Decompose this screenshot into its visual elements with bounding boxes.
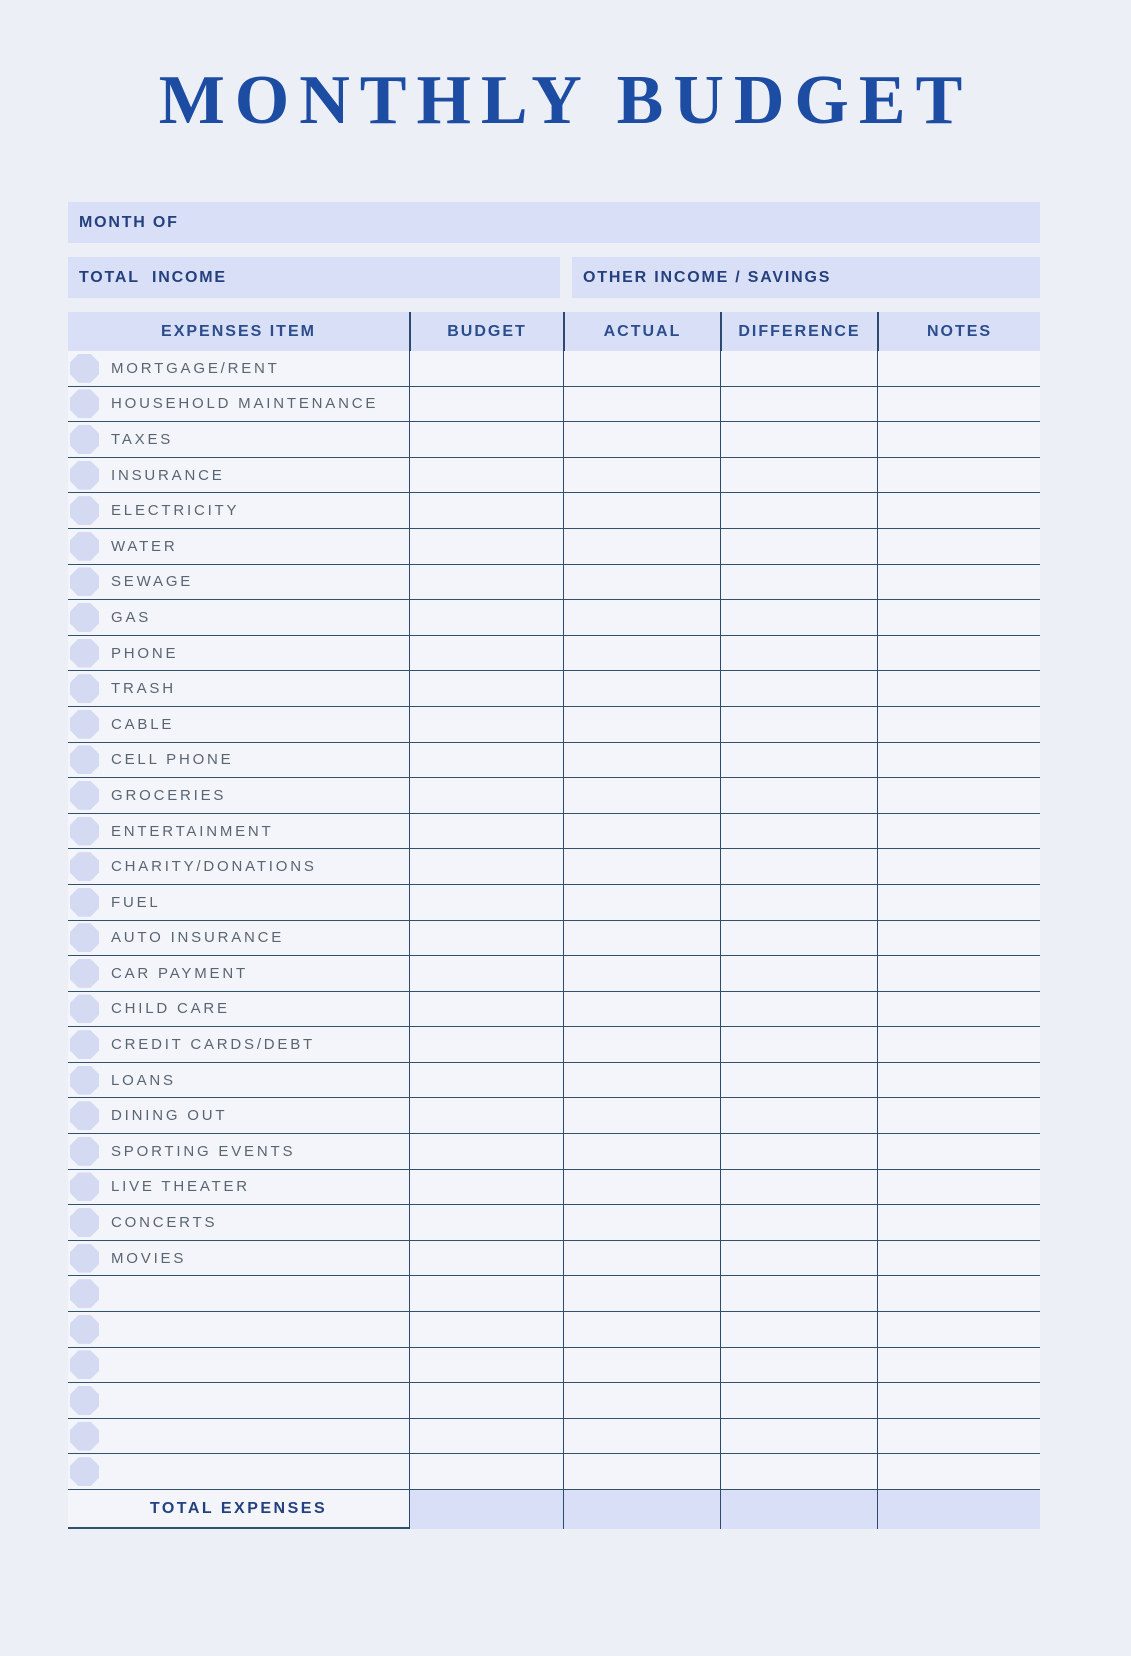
notes-cell[interactable] [877, 778, 1040, 813]
difference-cell[interactable] [720, 1027, 877, 1062]
octagon-bullet-icon [70, 389, 99, 418]
difference-cell[interactable] [720, 387, 877, 422]
table-row [68, 458, 1040, 494]
expense-item-cell [68, 707, 409, 742]
budget-cell[interactable] [409, 458, 563, 493]
notes-cell[interactable] [877, 422, 1040, 457]
difference-cell[interactable] [720, 422, 877, 457]
notes-cell[interactable] [877, 1276, 1040, 1311]
actual-cell[interactable] [563, 1098, 720, 1133]
octagon-bullet-icon [70, 888, 99, 917]
octagon-bullet-icon [70, 923, 99, 952]
budget-cell[interactable] [409, 921, 563, 956]
table-row [68, 1027, 1040, 1063]
table-row [68, 1419, 1040, 1455]
table-row [68, 565, 1040, 601]
notes-cell[interactable] [877, 1348, 1040, 1383]
budget-cell[interactable] [409, 387, 563, 422]
expense-item-label: GROCERIES [111, 786, 227, 804]
budget-cell[interactable] [409, 565, 563, 600]
octagon-bullet-icon [70, 1030, 99, 1059]
octagon-bullet-icon [70, 1066, 99, 1095]
difference-cell[interactable] [720, 600, 877, 635]
column-header-actual: ACTUAL [563, 312, 720, 351]
actual-cell[interactable] [563, 600, 720, 635]
actual-cell[interactable] [563, 422, 720, 457]
month-of-field[interactable] [68, 202, 1040, 243]
octagon-bullet-icon [70, 959, 99, 988]
difference-cell[interactable] [720, 458, 877, 493]
budget-cell[interactable] [409, 992, 563, 1027]
difference-cell[interactable] [720, 1170, 877, 1205]
actual-cell[interactable] [563, 1241, 720, 1276]
table-row [68, 529, 1040, 565]
actual-cell[interactable] [563, 707, 720, 742]
notes-cell[interactable] [877, 1063, 1040, 1098]
actual-cell[interactable] [563, 1027, 720, 1062]
actual-cell[interactable] [563, 814, 720, 849]
expense-item-label: MOVIES [111, 1249, 187, 1267]
notes-cell[interactable] [877, 885, 1040, 920]
expense-item-cell [68, 778, 409, 813]
octagon-bullet-icon [70, 1386, 99, 1415]
budget-cell[interactable] [409, 1027, 563, 1062]
column-header-expenses-item: EXPENSES ITEM [161, 322, 316, 340]
expense-item-cell [68, 600, 409, 635]
difference-cell[interactable] [720, 743, 877, 778]
expense-item-cell [68, 422, 409, 457]
expense-item-cell [68, 351, 409, 386]
table-row [68, 671, 1040, 707]
difference-cell[interactable] [720, 956, 877, 991]
notes-cell[interactable] [877, 707, 1040, 742]
expense-item-cell [68, 671, 409, 706]
octagon-bullet-icon [70, 994, 99, 1023]
expense-item-cell [68, 921, 409, 956]
actual-cell[interactable] [563, 743, 720, 778]
octagon-bullet-icon [70, 852, 99, 881]
month-of-label: MONTH OF [79, 213, 179, 231]
expense-item-cell [68, 1348, 409, 1383]
table-row [68, 1383, 1040, 1419]
difference-cell[interactable] [720, 707, 877, 742]
notes-cell[interactable] [877, 565, 1040, 600]
actual-cell[interactable] [563, 1205, 720, 1240]
actual-cell[interactable] [563, 493, 720, 528]
expense-item-label: LOANS [111, 1071, 176, 1089]
actual-cell[interactable] [563, 351, 720, 386]
actual-cell[interactable] [563, 1454, 720, 1489]
expense-item-cell [68, 529, 409, 564]
page-title: MONTHLY BUDGET [158, 62, 973, 139]
notes-cell[interactable] [877, 600, 1040, 635]
expense-item-cell [68, 493, 409, 528]
notes-cell[interactable] [877, 1454, 1040, 1489]
total-actual-cell[interactable] [563, 1490, 720, 1529]
actual-cell[interactable] [563, 1383, 720, 1418]
notes-cell[interactable] [877, 956, 1040, 991]
expense-item-cell [68, 1276, 409, 1311]
actual-cell[interactable] [563, 992, 720, 1027]
difference-cell[interactable] [720, 1205, 877, 1240]
table-row [68, 1312, 1040, 1348]
table-row [68, 351, 1040, 387]
octagon-bullet-icon [70, 1101, 99, 1130]
table-row [68, 1063, 1040, 1099]
expense-item-cell [68, 849, 409, 884]
difference-cell[interactable] [720, 885, 877, 920]
table-row [68, 636, 1040, 672]
octagon-bullet-icon [70, 745, 99, 774]
difference-cell[interactable] [720, 1419, 877, 1454]
expense-item-label: SEWAGE [111, 573, 194, 591]
notes-cell[interactable] [877, 387, 1040, 422]
table-row [68, 422, 1040, 458]
difference-cell[interactable] [720, 1312, 877, 1347]
actual-cell[interactable] [563, 885, 720, 920]
difference-cell[interactable] [720, 814, 877, 849]
budget-cell[interactable] [409, 493, 563, 528]
table-header-row [68, 312, 1040, 351]
expense-item-cell [68, 1170, 409, 1205]
table-row [68, 1348, 1040, 1384]
difference-cell[interactable] [720, 1454, 877, 1489]
actual-cell[interactable] [563, 849, 720, 884]
actual-cell[interactable] [563, 956, 720, 991]
difference-cell[interactable] [720, 636, 877, 671]
notes-cell[interactable] [877, 529, 1040, 564]
difference-cell[interactable] [720, 671, 877, 706]
expense-item-label: CHILD CARE [111, 1000, 230, 1018]
expense-item-label: ELECTRICITY [111, 502, 240, 520]
budget-cell[interactable] [409, 351, 563, 386]
total-budget-cell[interactable] [409, 1490, 563, 1529]
difference-cell[interactable] [720, 1383, 877, 1418]
budget-cell[interactable] [409, 849, 563, 884]
budget-cell[interactable] [409, 814, 563, 849]
budget-cell[interactable] [409, 707, 563, 742]
difference-cell[interactable] [720, 921, 877, 956]
difference-cell[interactable] [720, 992, 877, 1027]
octagon-bullet-icon [70, 1172, 99, 1201]
budget-cell[interactable] [409, 1312, 563, 1347]
notes-cell[interactable] [877, 1134, 1040, 1169]
table-row [68, 707, 1040, 743]
difference-cell[interactable] [720, 565, 877, 600]
octagon-bullet-icon [70, 603, 99, 632]
table-row [68, 814, 1040, 850]
actual-cell[interactable] [563, 565, 720, 600]
octagon-bullet-icon [70, 710, 99, 739]
notes-cell[interactable] [877, 814, 1040, 849]
octagon-bullet-icon [70, 1422, 99, 1451]
budget-sheet [68, 202, 1040, 1529]
actual-cell[interactable] [563, 529, 720, 564]
difference-cell[interactable] [720, 849, 877, 884]
expense-item-label: CONCERTS [111, 1214, 218, 1232]
difference-cell[interactable] [720, 778, 877, 813]
expense-item-cell [68, 636, 409, 671]
expense-item-cell [68, 1098, 409, 1133]
budget-cell[interactable] [409, 778, 563, 813]
expense-item-cell [68, 565, 409, 600]
expense-item-cell [68, 1419, 409, 1454]
other-income-savings-label: OTHER INCOME / SAVINGS [583, 268, 832, 286]
table-row [68, 1241, 1040, 1277]
expense-item-cell [68, 1134, 409, 1169]
expense-item-cell [68, 743, 409, 778]
octagon-bullet-icon [70, 639, 99, 668]
expense-item-cell [68, 458, 409, 493]
expense-item-cell [68, 1454, 409, 1489]
octagon-bullet-icon [70, 674, 99, 703]
expense-item-label: CABLE [111, 715, 175, 733]
actual-cell[interactable] [563, 387, 720, 422]
table-row [68, 387, 1040, 423]
notes-cell[interactable] [877, 1205, 1040, 1240]
budget-cell[interactable] [409, 1098, 563, 1133]
expense-item-cell [68, 1241, 409, 1276]
expense-item-label: HOUSEHOLD MAINTENANCE [111, 395, 379, 413]
budget-cell[interactable] [409, 1170, 563, 1205]
difference-cell[interactable] [720, 1063, 877, 1098]
expense-item-label: SPORTING EVENTS [111, 1142, 296, 1160]
expense-item-cell [68, 992, 409, 1027]
budget-cell[interactable] [409, 600, 563, 635]
expense-item-label: PHONE [111, 644, 179, 662]
expense-item-cell [68, 1063, 409, 1098]
octagon-bullet-icon [70, 1244, 99, 1273]
table-row [68, 992, 1040, 1028]
total-difference-cell[interactable] [720, 1490, 877, 1529]
total-expenses-row [68, 1490, 1040, 1529]
expense-item-label: WATER [111, 537, 178, 555]
expense-item-label: CAR PAYMENT [111, 964, 248, 982]
expense-item-cell [68, 1027, 409, 1062]
expense-item-label: INSURANCE [111, 466, 225, 484]
actual-cell[interactable] [563, 671, 720, 706]
difference-cell[interactable] [720, 351, 877, 386]
octagon-bullet-icon [70, 532, 99, 561]
notes-cell[interactable] [877, 636, 1040, 671]
octagon-bullet-icon [70, 781, 99, 810]
table-row [68, 1205, 1040, 1241]
actual-cell[interactable] [563, 1063, 720, 1098]
table-row [68, 1276, 1040, 1312]
octagon-bullet-icon [70, 1137, 99, 1166]
total-notes-cell[interactable] [877, 1490, 1040, 1529]
actual-cell[interactable] [563, 1419, 720, 1454]
notes-cell[interactable] [877, 1383, 1040, 1418]
table-row [68, 493, 1040, 529]
difference-cell[interactable] [720, 1348, 877, 1383]
octagon-bullet-icon [70, 567, 99, 596]
expense-item-label: TRASH [111, 680, 176, 698]
difference-cell[interactable] [720, 493, 877, 528]
budget-cell[interactable] [409, 885, 563, 920]
other-income-savings-field[interactable] [572, 257, 1040, 298]
budget-cell[interactable] [409, 1276, 563, 1311]
total-income-field[interactable] [68, 257, 560, 298]
actual-cell[interactable] [563, 458, 720, 493]
expense-item-cell [68, 814, 409, 849]
table-row [68, 778, 1040, 814]
expense-item-label: ENTERTAINMENT [111, 822, 274, 840]
column-header-budget: BUDGET [409, 312, 563, 351]
actual-cell[interactable] [563, 1276, 720, 1311]
expense-item-cell [68, 1312, 409, 1347]
octagon-bullet-icon [70, 354, 99, 383]
budget-cell[interactable] [409, 956, 563, 991]
expense-item-label: AUTO INSURANCE [111, 929, 285, 947]
octagon-bullet-icon [70, 817, 99, 846]
expense-item-label: CHARITY/DONATIONS [111, 858, 317, 876]
expense-item-cell [68, 956, 409, 991]
actual-cell[interactable] [563, 1348, 720, 1383]
budget-cell[interactable] [409, 1348, 563, 1383]
octagon-bullet-icon [70, 1208, 99, 1237]
notes-cell[interactable] [877, 1419, 1040, 1454]
total-income-label: TOTAL INCOME [79, 268, 227, 286]
notes-cell[interactable] [877, 493, 1040, 528]
budget-cell[interactable] [409, 1063, 563, 1098]
notes-cell[interactable] [877, 849, 1040, 884]
difference-cell[interactable] [720, 1098, 877, 1133]
difference-cell[interactable] [720, 1276, 877, 1311]
budget-cell[interactable] [409, 1241, 563, 1276]
column-header-difference: DIFFERENCE [720, 312, 877, 351]
budget-cell[interactable] [409, 422, 563, 457]
expense-item-cell [68, 1205, 409, 1240]
budget-cell[interactable] [409, 1419, 563, 1454]
expense-item-label: CREDIT CARDS/DEBT [111, 1036, 316, 1054]
actual-cell[interactable] [563, 1312, 720, 1347]
notes-cell[interactable] [877, 1098, 1040, 1133]
octagon-bullet-icon [70, 1315, 99, 1344]
expense-item-label: LIVE THEATER [111, 1178, 250, 1196]
notes-cell[interactable] [877, 1312, 1040, 1347]
notes-cell[interactable] [877, 921, 1040, 956]
table-row [68, 885, 1040, 921]
table-row [68, 921, 1040, 957]
difference-cell[interactable] [720, 1241, 877, 1276]
budget-cell[interactable] [409, 743, 563, 778]
octagon-bullet-icon [70, 425, 99, 454]
expense-item-label: DINING OUT [111, 1107, 228, 1125]
notes-cell[interactable] [877, 1170, 1040, 1205]
expense-item-cell [68, 1383, 409, 1418]
notes-cell[interactable] [877, 671, 1040, 706]
notes-cell[interactable] [877, 458, 1040, 493]
actual-cell[interactable] [563, 636, 720, 671]
octagon-bullet-icon [70, 1279, 99, 1308]
notes-cell[interactable] [877, 1241, 1040, 1276]
difference-cell[interactable] [720, 529, 877, 564]
budget-cell[interactable] [409, 1454, 563, 1489]
difference-cell[interactable] [720, 1134, 877, 1169]
column-header-notes: NOTES [877, 312, 1040, 351]
expense-item-label: CELL PHONE [111, 751, 234, 769]
expense-item-label: TAXES [111, 430, 174, 448]
notes-cell[interactable] [877, 992, 1040, 1027]
budget-cell[interactable] [409, 671, 563, 706]
budget-cell[interactable] [409, 1134, 563, 1169]
table-row [68, 1170, 1040, 1206]
table-row [68, 1134, 1040, 1170]
income-section [68, 257, 1040, 298]
budget-cell[interactable] [409, 1383, 563, 1418]
notes-cell[interactable] [877, 743, 1040, 778]
total-expenses-label: TOTAL EXPENSES [68, 1490, 409, 1529]
budget-cell[interactable] [409, 529, 563, 564]
octagon-bullet-icon [70, 496, 99, 525]
table-row [68, 849, 1040, 885]
octagon-bullet-icon [70, 461, 99, 490]
octagon-bullet-icon [70, 1457, 99, 1486]
table-row [68, 600, 1040, 636]
expense-item-label: MORTGAGE/RENT [111, 359, 280, 377]
octagon-bullet-icon [70, 1350, 99, 1379]
expense-item-cell [68, 387, 409, 422]
expenses-table [68, 312, 1040, 1529]
budget-cell[interactable] [409, 1205, 563, 1240]
actual-cell[interactable] [563, 1170, 720, 1205]
notes-cell[interactable] [877, 1027, 1040, 1062]
actual-cell[interactable] [563, 1134, 720, 1169]
table-row [68, 1098, 1040, 1134]
table-row [68, 956, 1040, 992]
expense-item-label: GAS [111, 608, 152, 626]
actual-cell[interactable] [563, 921, 720, 956]
table-body [68, 351, 1040, 1490]
expense-item-cell [68, 885, 409, 920]
table-row [68, 1454, 1040, 1490]
expense-item-label: FUEL [111, 893, 161, 911]
notes-cell[interactable] [877, 351, 1040, 386]
table-row [68, 743, 1040, 779]
budget-cell[interactable] [409, 636, 563, 671]
actual-cell[interactable] [563, 778, 720, 813]
